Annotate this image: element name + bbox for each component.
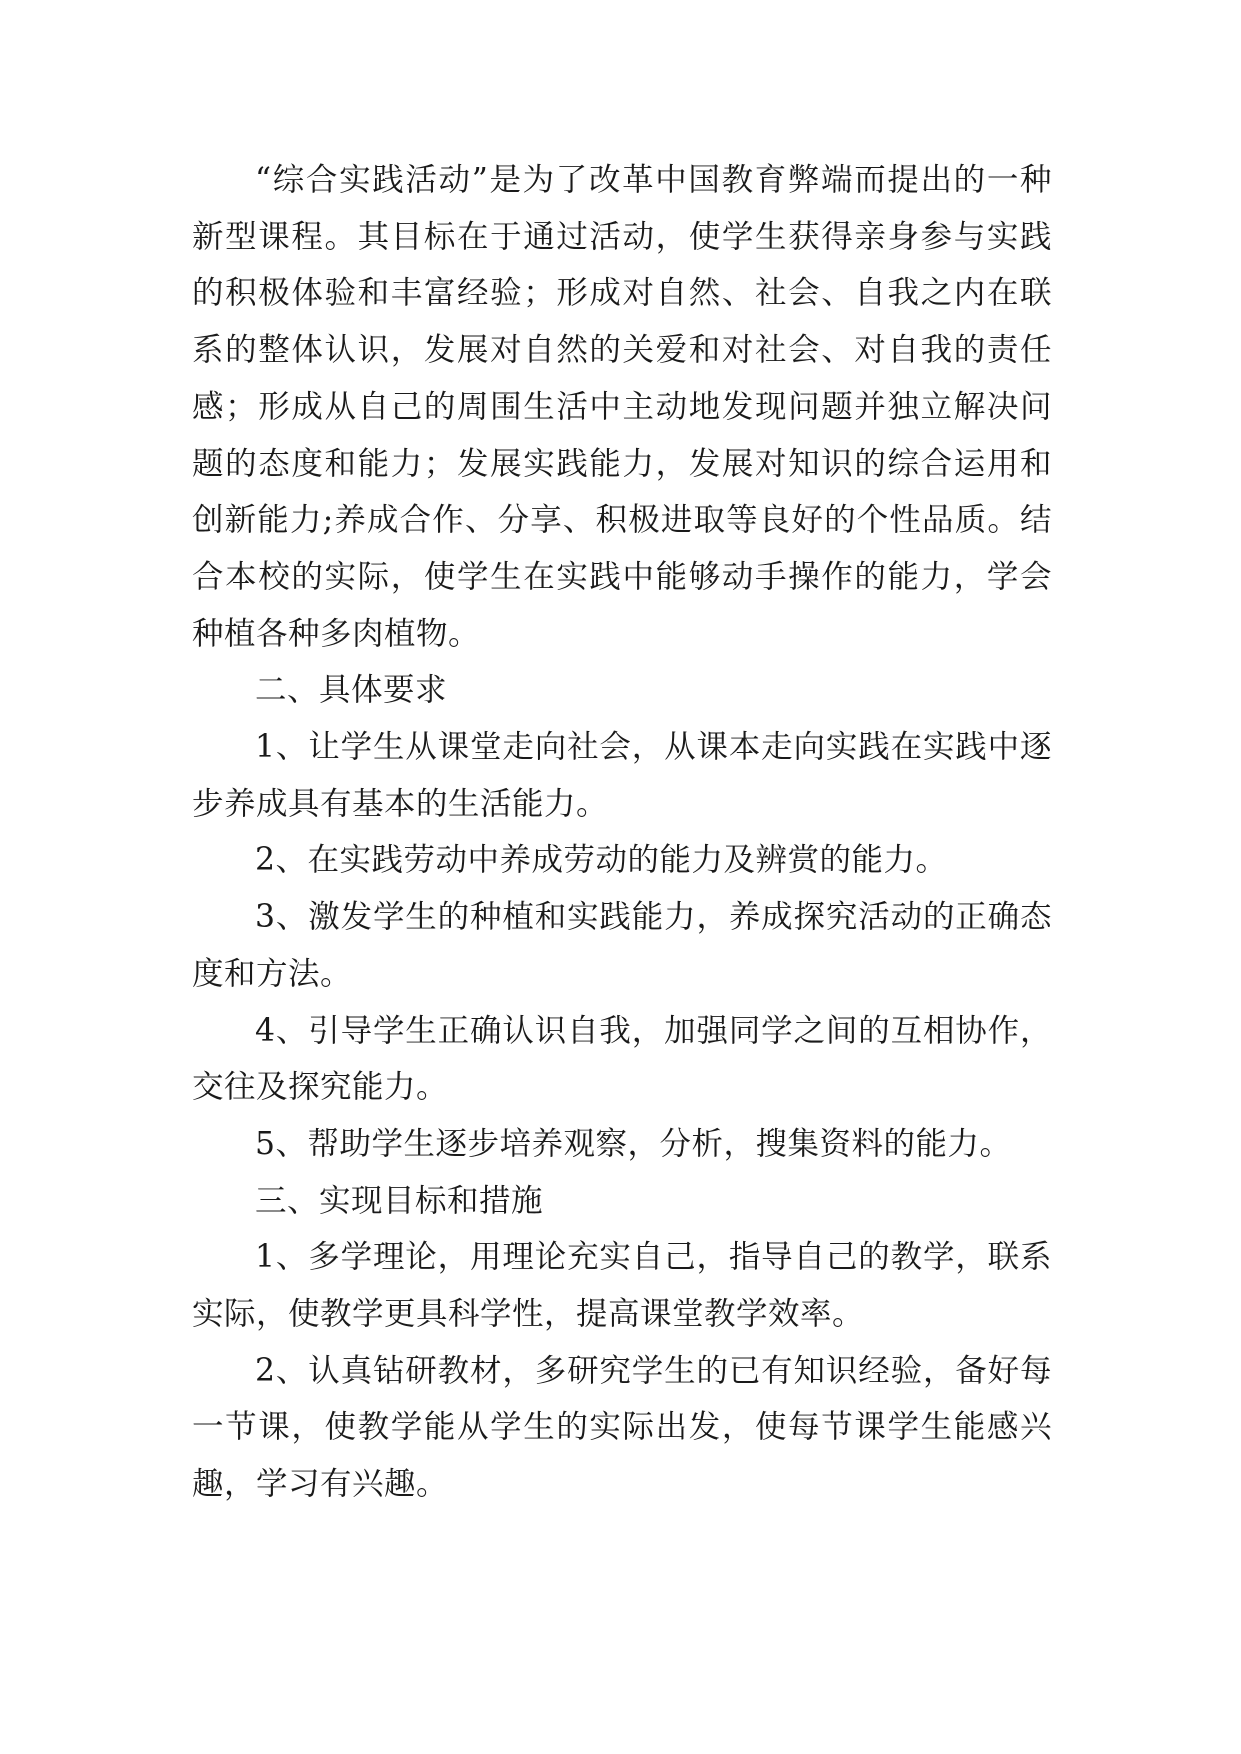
requirement-item-4: 4、引导学生正确认识自我，加强同学之间的互相协作，交往及探究能力。	[192, 1012, 1052, 1106]
measure-item-2: 2、认真钻研教材，多研究学生的已有知识经验，备好每一节课，使教学能从学生的实际出发，使每节课学生能感兴趣，学习有兴趣。	[192, 1352, 1052, 1503]
measure-item-1: 1、多学理论，用理论充实自己，指导自己的教学，联系实际，使教学更具科学性，提高课堂教学效率。	[192, 1239, 1052, 1333]
requirement-item-3: 3、激发学生的种植和实践能力，养成探究活动的正确态度和方法。	[192, 899, 1052, 992]
section-heading-requirements: 二、具体要求	[255, 672, 448, 709]
intro-paragraph: “综合实践活动”是为了改革中国教育弊端而提出的一种新型课程。其目标在于通过活动，使学生获得亲身参与实践的积极体验和丰富经验；形成对自然、社会、自我之内在联系的整体认识，发展对自然的关爱和对社会、对自我的责任感；形成从自己的周围生活中主动地发现问题并独立解决问题的态度和能力；发展实践能力，发展对知识的综合运用和创新能力;养成合作、分享、积极进取等良好的个性品质。结合本校的实际，使学生在实践中能够动手操作的能力，学会种植各种多肉植物。	[192, 162, 1052, 652]
document-body	[192, 152, 1052, 1513]
requirement-item-5: 5、帮助学生逐步培养观察，分析，搜集资料的能力。	[255, 1125, 1012, 1162]
section-heading-measures: 三、实现目标和措施	[255, 1182, 544, 1219]
requirement-item-2: 2、在实践劳动中养成劳动的能力及辨赏的能力。	[255, 842, 948, 879]
requirement-item-1: 1、让学生从课堂走向社会，从课本走向实践在实践中逐步养成具有基本的生活能力。	[192, 729, 1052, 822]
